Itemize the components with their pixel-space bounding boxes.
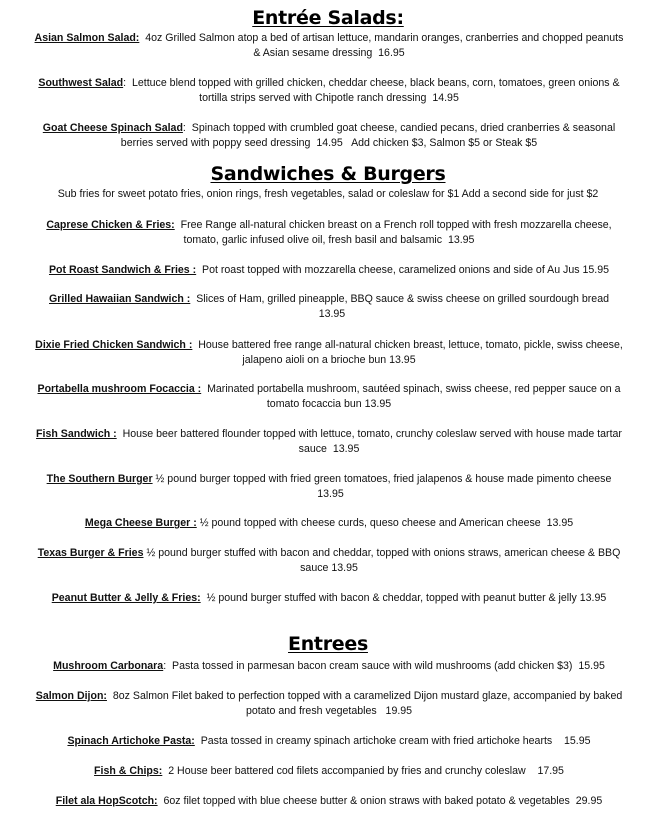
item-description: Spinach topped with crumbled goat cheese, candied pecans, dried cranberries & seasonal berries served with poppy seed dressing (120, 122, 616, 149)
section-title-sandwiches-burgers: Sandwiches & Burgers (210, 163, 446, 185)
item-description: Free Range all-natural chicken breast on a French roll topped with fresh mozzarella cheese, tomato, garlic infused olive oil, fresh basil and balsamic (180, 219, 612, 246)
item-description: Slices of Ham, grilled pineapple, BBQ sauce & swiss cheese on grilled sourdough bread (196, 293, 609, 305)
item-price: 13.95 (579, 592, 607, 604)
item-name: Dixie Fried Chicken Sandwich : (35, 339, 193, 351)
item-name: Southwest Salad (38, 77, 124, 89)
item-description: House battered free range all-natural chicken breast, lettuce, tomato, pickle, swiss cheese, jalapeno aioli on a brioche bun (198, 339, 623, 366)
item-description: Lettuce blend topped with grilled chicken, cheddar cheese, black beans, corn, tomatoes, green onions & tortilla strips served with Chipotle ranch dressing (131, 77, 620, 104)
item-price: 13.95 (331, 562, 358, 574)
item-name: Peanut Butter & Jelly & Fries: (51, 592, 201, 604)
item-description: Pasta tossed in creamy spinach artichoke cream with fried artichoke hearts (200, 735, 553, 747)
menu-item-southwest-salad: Southwest Salad: Lettuce blend topped with grilled chicken, cheddar cheese, black beans, corn, tomatoes, green onions & tortilla strips served with Chipotle ranch dressing 14.95 (38, 77, 620, 104)
item-price: 29.95 (575, 795, 603, 807)
item-name: Fish & Chips: (94, 765, 163, 777)
menu-item-texas-burger (34, 546, 624, 576)
item-name: The Southern Burger (46, 473, 153, 485)
item-name: Texas Burger & Fries (37, 547, 144, 559)
menu-item-goat-cheese-spinach-salad: Goat Cheese Spinach Salad: Spinach topped with crumbled goat cheese, candied pecans, dried cranberries & seasonal berries served with poppy seed dressing 14.95 Add chicken $3, Salmon $5 or Steak $5 (42, 122, 616, 149)
section-title-entree-salads: Entrée Salads: (252, 7, 404, 29)
item-addon: Add chicken $3, Salmon $5 or Steak $5 (351, 137, 538, 149)
item-description: ½ pound burger stuffed with bacon & cheddar, topped with peanut butter & jelly (206, 592, 577, 604)
item-price: 19.95 (385, 705, 413, 717)
item-price: 15.95 (582, 264, 609, 276)
menu-item-filet-ala-hopscotch (34, 794, 624, 809)
item-price: 17.95 (537, 765, 564, 777)
item-description: ½ pound burger stuffed with bacon and cheddar, topped with onions straws, american cheese & BBQ sauce (146, 547, 621, 574)
item-name: Filet ala HopScotch: (55, 795, 158, 807)
item-price: 13.95 (364, 398, 392, 410)
item-price: 13.95 (318, 308, 346, 320)
item-description: Pasta tossed in parmesan bacon cream sauce with wild mushrooms (add chicken $3) (172, 660, 573, 672)
item-price: 15.95 (564, 735, 591, 747)
item-name: Pot Roast Sandwich & Fries : (48, 264, 197, 276)
item-name: Caprese Chicken & Fries: (46, 219, 175, 231)
menu-item-grilled-hawaiian-sandwich (34, 292, 624, 322)
item-name: Mega Cheese Burger : (84, 517, 197, 529)
item-name: Salmon Dijon: (35, 690, 107, 702)
item-price: 13.95 (332, 443, 360, 455)
menu-item-dixie-fried-chicken-sandwich (34, 338, 624, 368)
menu-item-mushroom-carbonara: Mushroom Carbonara: Pasta tossed in parmesan bacon cream sauce with wild mushrooms (add chicken $3) 15.95 (53, 660, 605, 672)
item-name: Grilled Hawaiian Sandwich : (49, 293, 191, 305)
item-name: Portabella mushroom Focaccia : (37, 383, 202, 395)
item-description: Marinated portabella mushroom, sautéed spinach, swiss cheese, red pepper sauce on a tomato focaccia bun (207, 383, 621, 410)
item-description: 8oz Salmon Filet baked to perfection topped with a caramelized Dijon mustard glaze, accompanied by baked potato and fresh vegetables (112, 690, 623, 717)
menu-item-asian-salmon-salad (34, 31, 624, 61)
item-price: 14.95 (316, 137, 343, 149)
section-title-entrees: Entrees (288, 633, 368, 655)
item-description: Pot roast topped with mozzarella cheese, caramelized onions and side of Au Jus (202, 264, 580, 276)
item-name: Fish Sandwich : (36, 428, 117, 440)
menu-item-spinach-artichoke-pasta (34, 734, 624, 749)
sides-note: Sub fries for sweet potato fries, onion rings, fresh vegetables, salad or coleslaw for $1 Add a second side for just $2 (57, 188, 599, 200)
item-price: 13.95 (546, 517, 574, 529)
item-description: 4oz Grilled Salmon atop a bed of artisan lettuce, mandarin oranges, cranberries and chopped peanuts & Asian sesame dressing (145, 32, 624, 59)
item-price: 15.95 (578, 660, 605, 672)
item-name: Asian Salmon Salad: (34, 32, 140, 44)
menu-item-fish-and-chips (34, 764, 624, 779)
item-description: House beer battered flounder topped with lettuce, tomato, crunchy coleslaw served with house made tartar sauce (122, 428, 622, 455)
item-description: ½ pound topped with cheese curds, queso cheese and American cheese (199, 517, 541, 529)
menu-item-caprese-chicken (34, 218, 624, 248)
item-description: 6oz filet topped with blue cheese butter & onion straws with baked potato & vegetables (163, 795, 570, 807)
item-description: ½ pound burger topped with fried green tomatoes, fried jalapenos & house made pimento cheese (155, 473, 612, 485)
item-name: Spinach Artichoke Pasta: (67, 735, 195, 747)
item-price: 13.95 (447, 234, 475, 246)
item-price: 14.95 (432, 92, 459, 104)
menu-item-peanut-butter-jelly-fries (34, 591, 624, 606)
menu-item-fish-sandwich (34, 427, 624, 457)
item-price: 13.95 (389, 354, 416, 366)
menu-item-southern-burger (34, 472, 624, 502)
menu-item-portabella-focaccia (34, 382, 624, 412)
menu-item-salmon-dijon (34, 689, 624, 719)
item-name: Goat Cheese Spinach Salad (42, 122, 183, 134)
item-price: 16.95 (378, 47, 405, 59)
item-name: Mushroom Carbonara (53, 660, 164, 672)
menu-item-pot-roast-sandwich (34, 263, 624, 278)
menu-item-mega-cheese-burger (34, 516, 624, 531)
item-price: 13.95 (317, 488, 344, 500)
item-description: 2 House beer battered cod filets accompanied by fries and crunchy coleslaw (168, 765, 526, 777)
